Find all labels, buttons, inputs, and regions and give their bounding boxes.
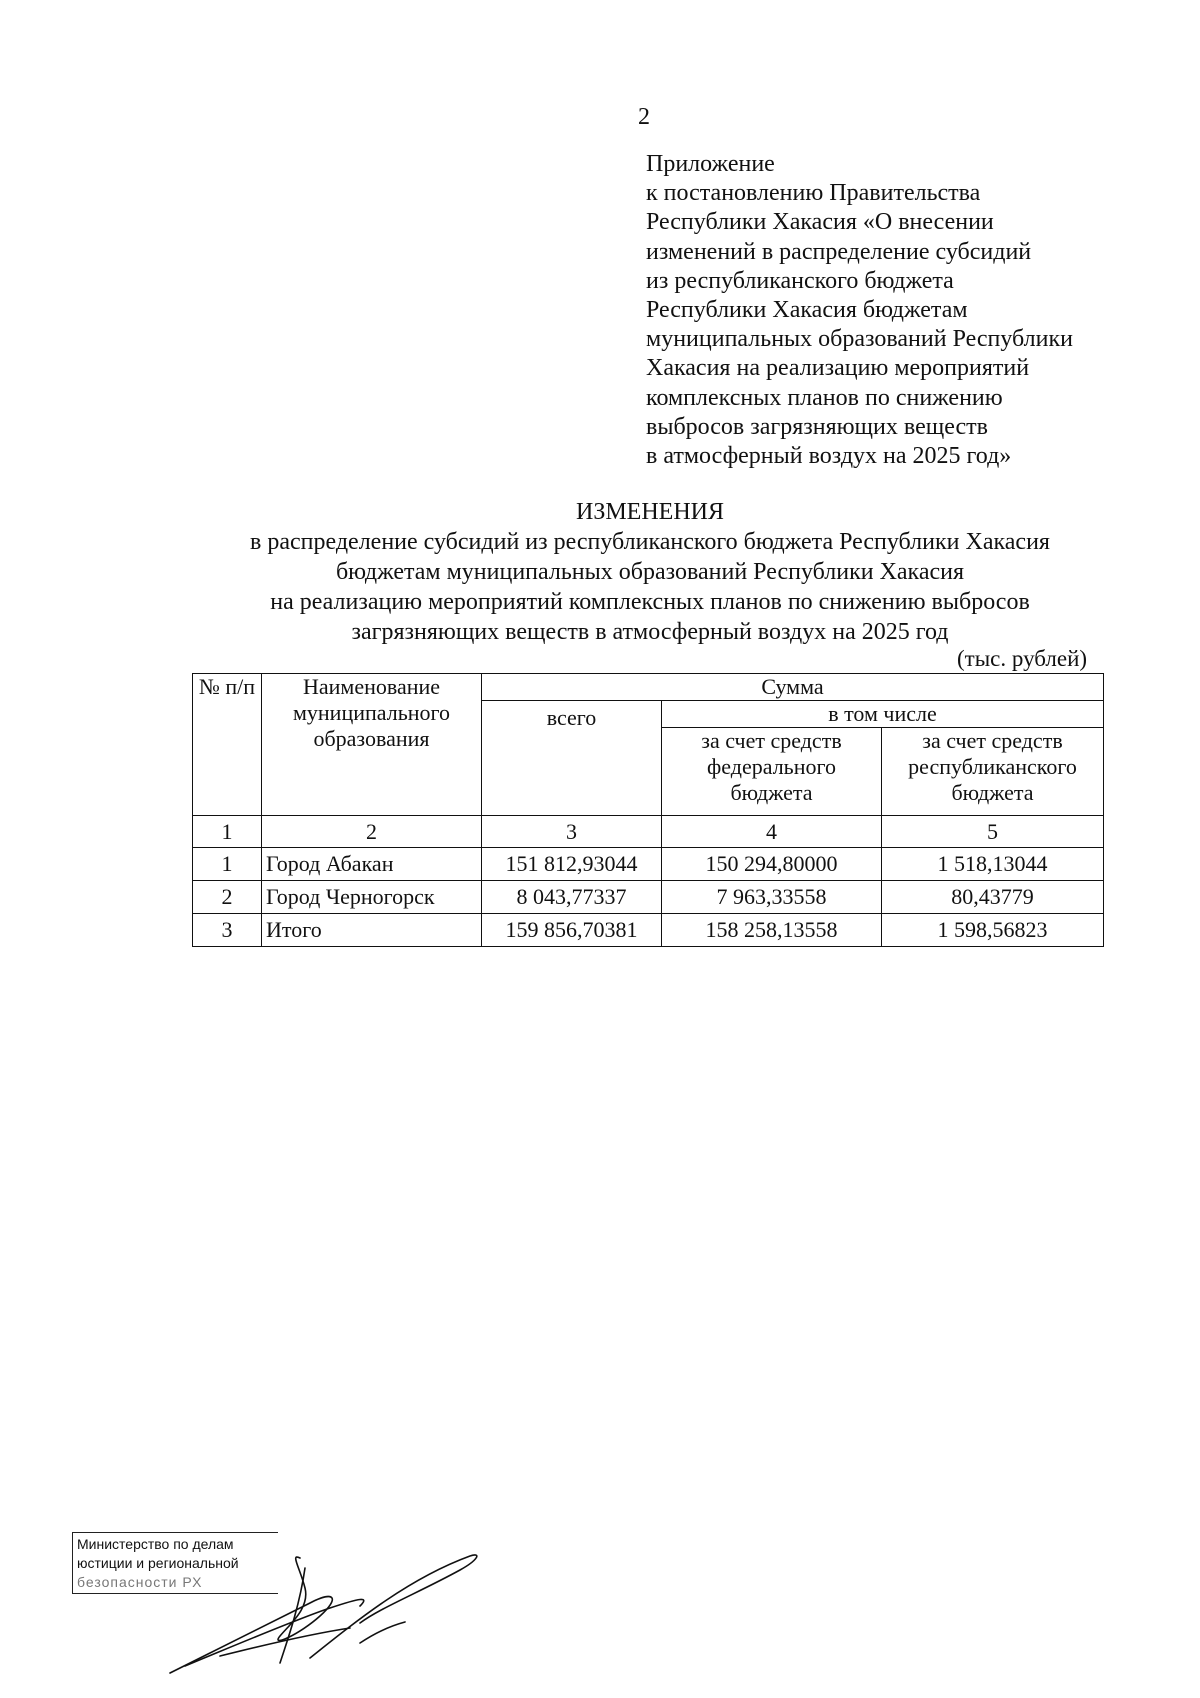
appendix-line: комплексных планов по снижению: [646, 384, 1003, 411]
stamp-line: Министерство по делам: [77, 1536, 234, 1552]
row-number: 3: [193, 914, 262, 947]
header-republican: за счет средств республиканского бюджета: [882, 728, 1104, 816]
header-number: № п/п: [193, 674, 262, 816]
page-number: 2: [638, 104, 650, 130]
column-numbers-row: [193, 816, 1104, 848]
row-total: 8 043,77337: [482, 881, 662, 914]
table-row-total: [193, 914, 1104, 947]
title-line: в распределение субсидий из республиканского бюджета Республики Хакасия: [250, 529, 1050, 555]
signature-icon: [160, 1548, 490, 1678]
appendix-line: выбросов загрязняющих веществ: [646, 413, 988, 440]
appendix-line: Приложение: [646, 151, 775, 177]
appendix-block: [646, 150, 1166, 471]
column-number: 5: [882, 816, 1104, 848]
appendix-line: Хакасия на реализацию мероприятий: [646, 355, 1030, 382]
document-title: [200, 497, 1100, 647]
header-including: в том числе: [662, 701, 1104, 728]
appendix-line: из республиканского бюджета: [646, 267, 954, 294]
header-name: Наименование муниципального образования: [262, 674, 482, 816]
appendix-line: Республики Хакасия «О внесении: [646, 209, 994, 236]
column-number: 1: [193, 816, 262, 848]
appendix-line: в атмосферный воздух на 2025 год»: [646, 443, 1012, 470]
header-sum: Сумма: [482, 674, 1104, 701]
row-number: 2: [193, 881, 262, 914]
row-name: Город Черногорск: [262, 881, 482, 914]
row-republican: 80,43779: [882, 881, 1104, 914]
row-republican: 1 518,13044: [882, 848, 1104, 881]
row-federal: 7 963,33558: [662, 881, 882, 914]
title-line: бюджетам муниципальных образований Республики Хакасия: [335, 559, 965, 585]
table-row: [193, 881, 1104, 914]
row-name: Город Абакан: [262, 848, 482, 881]
row-federal: 150 294,80000: [662, 848, 882, 881]
title-line: на реализацию мероприятий комплексных планов по снижению выбросов: [270, 589, 1030, 615]
appendix-line: изменений в распределение субсидий: [646, 238, 1032, 265]
title-line: загрязняющих веществ в атмосферный воздух на 2025 год: [351, 619, 949, 645]
stamp-line: безопасности РХ: [77, 1574, 203, 1590]
row-number: 1: [193, 848, 262, 881]
column-number: 2: [262, 816, 482, 848]
title-heading: ИЗМЕНЕНИЯ: [575, 499, 725, 525]
row-total: 159 856,70381: [482, 914, 662, 947]
header-total: всего: [482, 701, 662, 816]
appendix-line: к постановлению Правительства: [646, 180, 981, 207]
row-federal: 158 258,13558: [662, 914, 882, 947]
appendix-line: муниципальных образований Республики: [646, 326, 1073, 353]
units-label: (тыс. рублей): [957, 646, 1088, 671]
row-total: 151 812,93044: [482, 848, 662, 881]
row-republican: 1 598,56823: [882, 914, 1104, 947]
table-row: [193, 848, 1104, 881]
column-number: 4: [662, 816, 882, 848]
column-number: 3: [482, 816, 662, 848]
subsidy-table: [192, 673, 1104, 947]
header-federal: за счет средств федерального бюджета: [662, 728, 882, 816]
appendix-line: Республики Хакасия бюджетам: [646, 297, 968, 324]
row-name: Итого: [262, 914, 482, 947]
stamp-line: юстиции и региональной: [77, 1555, 239, 1571]
